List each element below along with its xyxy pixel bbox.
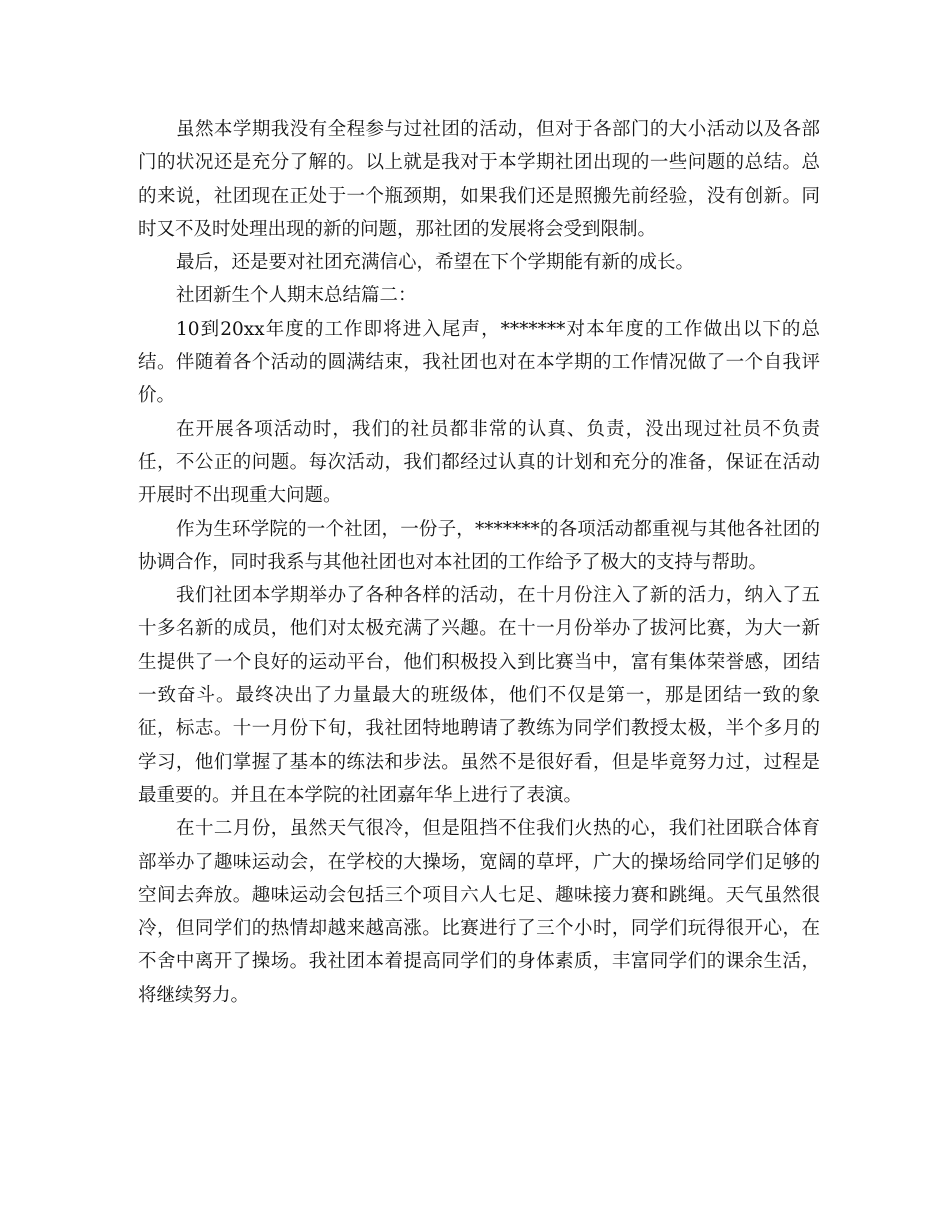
section-heading: 社团新生个人期末总结篇二： <box>176 285 417 307</box>
paragraph-reflection: 虽然本学期我没有全程参与过社团的活动，但对于各部门的大小活动以及各部门的状况还是充分了解的。以上就是我对于本学期社团出现的一些问题的总结。总的来说，社团现在正处于一个瓶颈期，如果我们还是照搬先前经验，没有创新。同时又不及时处理出现的新的问题，那社团的发展将会受到限制。 <box>138 119 820 240</box>
paragraph-year-summary: 10到20xx年度的工作即将进入尾声，*******对本年度的工作做出以下的总结。伴随着各个活动的圆满结束，我社团也对在本学期的工作情况做了一个自我评价。 <box>138 318 820 407</box>
document-page <box>138 113 820 1012</box>
paragraph-sports-meet: 在十二月份，虽然天气很冷，但是阻挡不住我们火热的心，我们社团联合体育部举办了趣味运动会，在学校的大操场，宽阔的草坪，广大的操场给同学们足够的空间去奔放。趣味运动会包括三个项目六人七足、趣味接力赛和跳绳。天气虽然很冷，但同学们的热情却越来越高涨。比赛进行了三个小时，同学们玩得很开心，在不舍中离开了操场。我社团本着提高同学们的身体素质，丰富同学们的课余生活，将继续努力。 <box>138 818 820 1006</box>
paragraph-members-responsibility: 在开展各项活动时，我们的社员都非常的认真、负责，没出现过社员不负责任，不公正的问题。每次活动，我们都经过认真的计划和充分的准备，保证在活动开展时不出现重大问题。 <box>138 418 820 507</box>
paragraph-cooperation: 作为生环学院的一个社团，一份子，*******的各项活动都重视与其他各社团的协调合作，同时我系与其他社团也对本社团的工作给予了极大的支持与帮助。 <box>138 518 820 573</box>
paragraph-activities: 我们社团本学期举办了各种各样的活动，在十月份注入了新的活力，纳入了五十多名新的成员，他们对太极充满了兴趣。在十一月份举办了拔河比赛，为大一新生提供了一个良好的运动平台，他们积极投入到比赛当中，富有集体荣誉感，团结一致奋斗。最终决出了力量最大的班级体，他们不仅是第一，那是团结一致的象征，标志。十一月份下旬，我社团特地聘请了教练为同学们教授太极，半个多月的学习，他们掌握了基本的练法和步法。虽然不是很好看，但是毕竟努力过，过程是最重要的。并且在本学院的社团嘉年华上进行了表演。 <box>138 585 820 806</box>
paragraph-confidence: 最后，还是要对社团充满信心，希望在下个学期能有新的成长。 <box>176 252 695 274</box>
